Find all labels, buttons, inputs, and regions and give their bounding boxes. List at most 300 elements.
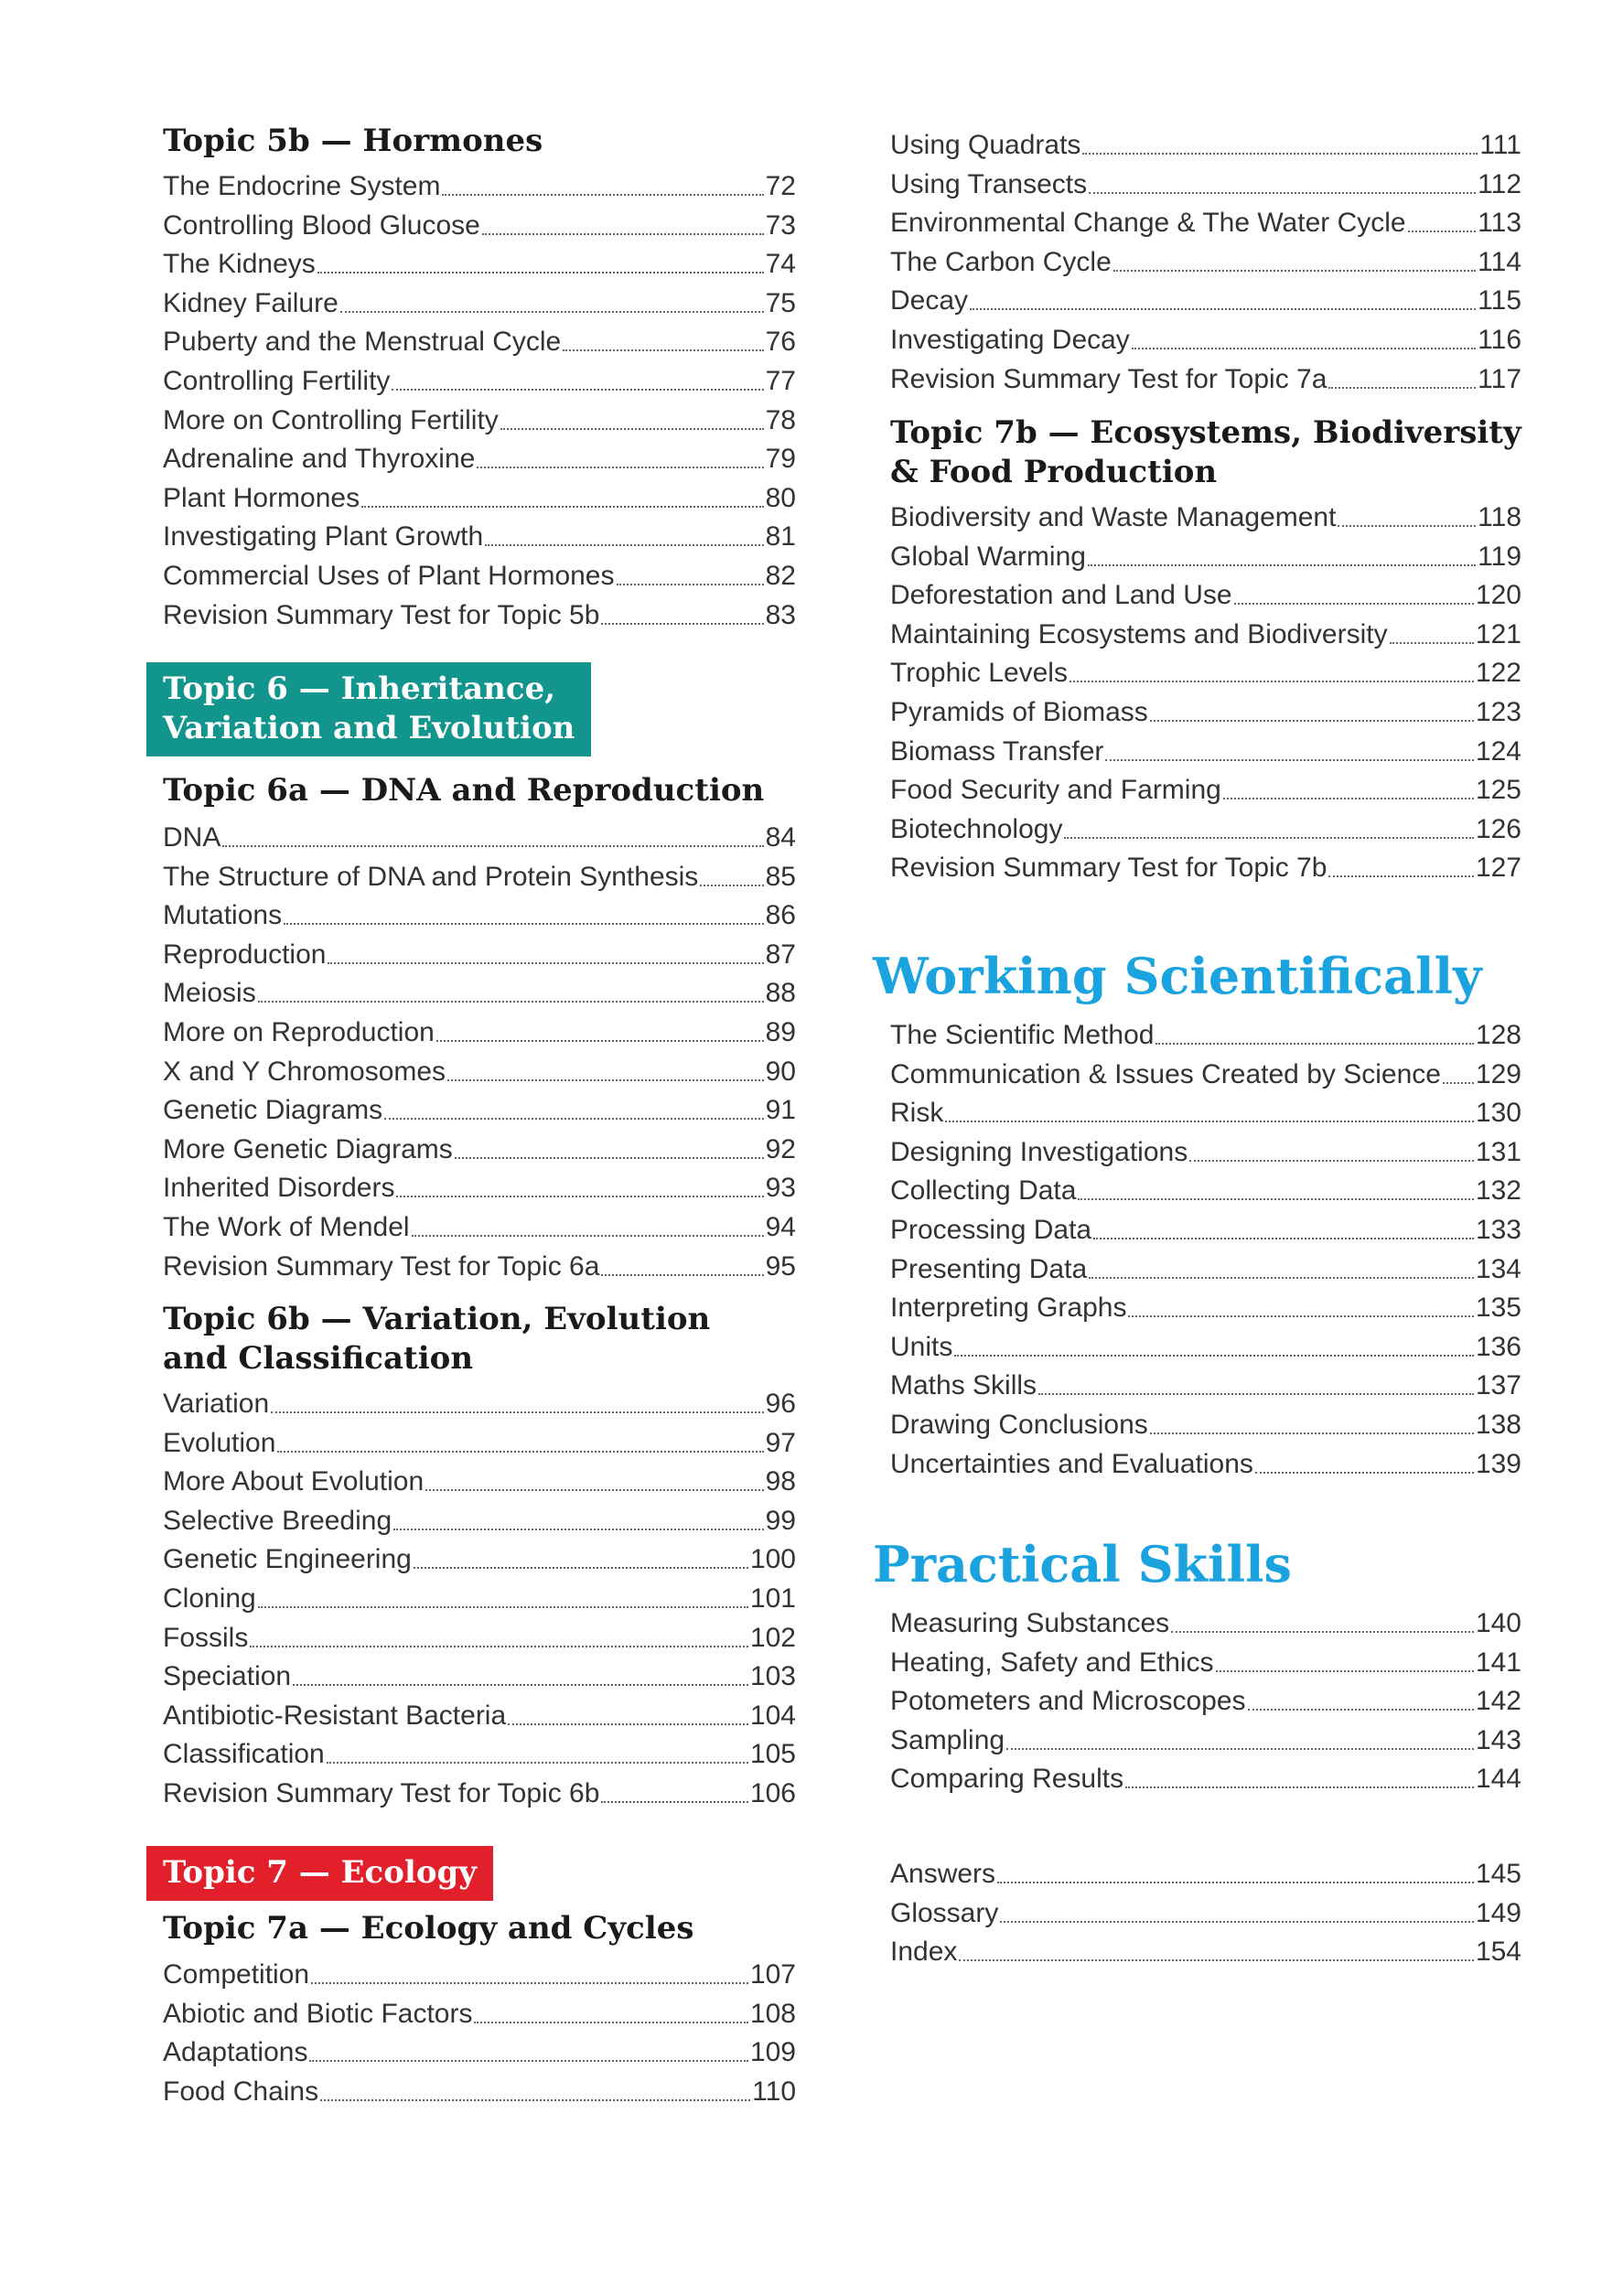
dot-leader (222, 845, 763, 847)
toc-entry-page-number: 149 (1475, 1897, 1521, 1928)
dot-leader (340, 311, 764, 313)
toc-entry-title: Comparing Results (890, 1764, 1124, 1795)
toc-entry-title: Environmental Change & The Water Cycle (890, 208, 1406, 239)
toc-entry-title: Commercial Uses of Plant Hormones (163, 561, 615, 591)
dot-leader (1113, 270, 1476, 272)
toc-entry-page-number: 108 (749, 1998, 796, 2029)
dot-leader (309, 2060, 747, 2062)
dot-leader (485, 544, 763, 546)
dot-leader (277, 1451, 763, 1453)
toc-entry-title: Evolution (163, 1427, 276, 1458)
toc-entry (890, 281, 1521, 320)
toc-entry-page-number: 106 (749, 1778, 796, 1808)
toc-entry-title: The Kidneys (163, 249, 316, 280)
toc-entry-page-number: 95 (765, 1250, 796, 1282)
toc-entry-page-number: 138 (1475, 1410, 1521, 1440)
toc-entry-title: Classification (163, 1739, 325, 1770)
toc-entry (163, 1994, 796, 2033)
toc-entry-title: Deforestation and Land Use (890, 580, 1232, 611)
working-scientifically-title: Working Scientifically (873, 947, 1482, 1005)
topic-6b-heading-line1: Topic 6b — Variation, Evolution (163, 1301, 711, 1337)
toc-entry-page-number: 97 (765, 1427, 796, 1458)
dot-leader (1234, 603, 1474, 605)
toc-entry (163, 322, 796, 361)
dot-leader (1248, 1709, 1474, 1711)
dot-leader (1255, 1472, 1474, 1474)
toc-entry-page-number: 119 (1478, 541, 1521, 572)
toc-entry (890, 575, 1521, 615)
dot-leader (414, 1567, 748, 1569)
toc-entry-title: Using Transects (890, 168, 1088, 199)
dot-leader (317, 272, 764, 274)
toc-entry-page-number: 105 (749, 1739, 796, 1770)
toc-entry-page-number: 89 (765, 1017, 796, 1047)
toc-entry-page-number: 78 (765, 404, 796, 435)
toc-entry-page-number: 126 (1475, 813, 1521, 844)
toc-entry-title: DNA (163, 822, 221, 853)
practical-skills-title: Practical Skills (873, 1535, 1292, 1593)
toc-entry-title: Adaptations (163, 2037, 308, 2068)
toc-entry (890, 1171, 1521, 1210)
toc-entry-page-number: 84 (765, 822, 796, 853)
toc-entry-page-number: 110 (752, 2076, 796, 2107)
dot-leader (1093, 1238, 1474, 1239)
toc-entry-page-number: 121 (1475, 618, 1521, 649)
dot-leader (320, 2099, 750, 2101)
toc-entry-page-number: 134 (1475, 1253, 1521, 1284)
toc-entry (890, 165, 1521, 204)
toc-entry (163, 1423, 796, 1463)
toc-entry (163, 439, 796, 478)
toc-entry-page-number: 85 (765, 861, 796, 892)
toc-entry-page-number: 80 (765, 482, 796, 513)
toc-entry-page-number: 92 (765, 1133, 796, 1164)
toc-entry-page-number: 93 (765, 1173, 796, 1204)
dot-leader (474, 2022, 747, 2023)
toc-entry-title: Maintaining Ecosystems and Biodiversity (890, 618, 1388, 649)
toc-entry (163, 1462, 796, 1501)
toc-entry-title: Decay (890, 285, 969, 317)
toc-entry (890, 1055, 1521, 1094)
dot-leader (601, 1274, 763, 1276)
toc-entry-page-number: 94 (765, 1212, 796, 1242)
topic-6b-heading-line2: and Classification (163, 1340, 474, 1377)
dot-leader (271, 1411, 763, 1413)
toc-entry-page-number: 115 (1478, 285, 1521, 317)
topic-7-banner-label: Topic 7 — Ecology (163, 1854, 478, 1891)
toc-entry-title: Investigating Decay (890, 325, 1130, 355)
dot-leader (1390, 642, 1474, 644)
toc-entry-title: Fossils (163, 1622, 249, 1653)
topic-7b-heading-line2: & Food Production (890, 454, 1218, 490)
toc-entry (163, 1579, 796, 1618)
dot-leader (384, 1118, 764, 1120)
dot-leader (328, 962, 763, 964)
toc-entry (163, 1207, 796, 1247)
toc-entry (163, 973, 796, 1013)
dot-leader (447, 1079, 764, 1081)
toc-entry-title: Designing Investigations (890, 1136, 1188, 1167)
toc-entry (163, 2072, 796, 2111)
toc-entry-page-number: 130 (1475, 1098, 1521, 1129)
toc-entry-title: More About Evolution (163, 1466, 425, 1497)
toc-entry-page-number: 107 (749, 1959, 796, 1990)
dot-leader (563, 349, 763, 351)
toc-entry (163, 556, 796, 595)
toc-entry-page-number: 90 (765, 1056, 796, 1087)
dot-leader (1408, 231, 1477, 232)
toc-entry-title: The Carbon Cycle (890, 246, 1112, 277)
dot-leader (1338, 525, 1476, 527)
dot-leader (1089, 1277, 1474, 1279)
toc-entry-page-number: 109 (749, 2037, 796, 2068)
dot-leader (482, 233, 764, 235)
toc-entry-page-number: 133 (1475, 1215, 1521, 1245)
dot-leader (945, 1121, 1474, 1122)
dot-leader (442, 194, 763, 196)
toc-entry-page-number: 99 (765, 1505, 796, 1536)
toc-entry-title: Antibiotic-Resistant Bacteria (163, 1700, 507, 1731)
toc-entry-page-number: 91 (765, 1095, 796, 1126)
toc-entry (890, 537, 1521, 576)
toc-entry-page-number: 73 (765, 209, 796, 241)
topic-7a-heading: Topic 7a — Ecology and Cycles (163, 1910, 694, 1947)
toc-entry-title: Cloning (163, 1583, 256, 1614)
toc-entry (890, 1759, 1521, 1798)
toc-entry-page-number: 75 (765, 287, 796, 318)
toc-entry (163, 401, 796, 440)
toc-entry-title: Abiotic and Biotic Factors (163, 1998, 473, 2029)
toc-entry (163, 935, 796, 974)
toc-entry-page-number: 96 (765, 1389, 796, 1419)
dot-leader (250, 1646, 748, 1647)
dot-leader (959, 1959, 1474, 1961)
toc-entry (890, 359, 1521, 399)
toc-entry-page-number: 145 (1475, 1859, 1521, 1889)
toc-entry-title: The Work of Mendel (163, 1212, 410, 1242)
dot-leader (1082, 153, 1478, 155)
toc-entry-page-number: 76 (765, 327, 796, 358)
dot-leader (412, 1235, 764, 1237)
toc-entry (890, 732, 1521, 771)
toc-entry (890, 770, 1521, 810)
toc-entry-page-number: 79 (765, 444, 796, 475)
toc-entry-page-number: 86 (765, 900, 796, 931)
toc-entry-page-number: 140 (1475, 1608, 1521, 1638)
toc-entry-page-number: 132 (1475, 1175, 1521, 1207)
toc-entry-page-number: 77 (765, 366, 796, 396)
toc-entry-title: Using Quadrats (890, 130, 1081, 160)
toc-entry-page-number: 137 (1475, 1370, 1521, 1401)
dot-leader (361, 506, 764, 508)
toc-entry (163, 361, 796, 401)
dot-leader (1000, 1921, 1474, 1923)
toc-entry-title: Selective Breeding (163, 1505, 392, 1536)
toc-entry (890, 692, 1521, 732)
toc-entry (890, 125, 1521, 165)
toc-entry-title: Kidney Failure (163, 287, 339, 318)
toc-entry-title: Puberty and the Menstrual Cycle (163, 327, 562, 358)
toc-entry-page-number: 154 (1475, 1937, 1521, 1968)
dot-leader (392, 389, 763, 391)
dot-leader (1150, 1432, 1474, 1434)
dot-leader (393, 1529, 763, 1530)
dot-leader (477, 467, 763, 468)
toc-entry-page-number: 102 (749, 1622, 796, 1653)
toc-entry-title: Food Chains (163, 2076, 319, 2107)
toc-entry (890, 1288, 1521, 1327)
toc-entry-title: Competition (163, 1959, 310, 1990)
toc-entry-title: Index (890, 1937, 958, 1968)
toc-entry (890, 1366, 1521, 1405)
dot-leader (1089, 192, 1476, 194)
toc-entry-title: Units (890, 1331, 953, 1362)
toc-entry (890, 1894, 1521, 1933)
toc-entry-title: Collecting Data (890, 1175, 1077, 1207)
toc-entry-title: Revision Summary Test for Topic 7a (890, 363, 1327, 394)
toc-entry-title: Heating, Safety and Ethics (890, 1647, 1214, 1678)
dot-leader (1105, 759, 1474, 761)
toc-entry (163, 896, 796, 935)
toc-entry-page-number: 81 (765, 521, 796, 553)
toc-entry (890, 1643, 1521, 1682)
topic-5b-heading: Topic 5b — Hormones (163, 123, 543, 159)
dot-leader (1328, 387, 1476, 389)
toc-entry-title: More on Reproduction (163, 1017, 435, 1047)
toc-entry-title: Food Security and Farming (890, 775, 1221, 806)
toc-entry-title: Biotechnology (890, 813, 1063, 844)
toc-entry-page-number: 116 (1478, 325, 1521, 355)
toc-entry-page-number: 122 (1475, 658, 1521, 689)
toc-entry-title: Answers (890, 1859, 996, 1889)
toc-entry-title: Variation (163, 1389, 270, 1419)
dot-leader (1069, 681, 1474, 682)
toc-entry-title: Reproduction (163, 939, 327, 970)
toc-entry-title: Mutations (163, 900, 283, 931)
toc-entry-page-number: 83 (765, 599, 796, 630)
dot-leader (1006, 1748, 1474, 1750)
toc-entry-page-number: 123 (1475, 697, 1521, 727)
toc-entry (890, 1854, 1521, 1894)
toc-entry-page-number: 143 (1475, 1724, 1521, 1755)
toc-entry-page-number: 104 (749, 1700, 796, 1731)
dot-leader (284, 923, 764, 925)
toc-entry-page-number: 113 (1478, 208, 1521, 239)
toc-entry-page-number: 142 (1475, 1686, 1521, 1717)
toc-entry-title: Genetic Engineering (163, 1544, 412, 1575)
dot-leader (425, 1489, 763, 1491)
toc-entry (163, 1618, 796, 1658)
toc-entry (890, 1932, 1521, 1971)
dot-leader (1078, 1198, 1474, 1200)
dot-leader (1064, 837, 1473, 839)
toc-entry-title: Revision Summary Test for Topic 6a (163, 1250, 600, 1282)
toc-entry (890, 498, 1521, 537)
toc-entry-page-number: 131 (1475, 1136, 1521, 1167)
toc-entry (890, 1210, 1521, 1250)
toc-entry-page-number: 141 (1475, 1647, 1521, 1678)
toc-entry-page-number: 88 (765, 978, 796, 1009)
dot-leader (436, 1040, 764, 1042)
toc-entry-title: Biomass Transfer (890, 735, 1104, 767)
toc-entry-title: Risk (890, 1098, 944, 1129)
toc-entry-page-number: 125 (1475, 775, 1521, 806)
dot-leader (954, 1355, 1474, 1357)
dot-leader (1171, 1631, 1474, 1633)
toc-entry-page-number: 87 (765, 939, 796, 970)
dot-leader (293, 1684, 748, 1686)
toc-entry-title: Inherited Disorders (163, 1173, 395, 1204)
toc-entry-page-number: 101 (749, 1583, 796, 1614)
toc-entry-page-number: 124 (1475, 735, 1521, 767)
dot-leader (396, 1196, 763, 1197)
dot-leader (1088, 564, 1476, 566)
toc-entry-page-number: 128 (1475, 1020, 1521, 1050)
toc-entry-page-number: 111 (1479, 130, 1521, 160)
dot-leader (258, 1001, 764, 1003)
toc-entry (890, 1721, 1521, 1760)
toc-entry-title: Plant Hormones (163, 482, 360, 513)
dot-leader (500, 428, 764, 430)
toc-entry-title: Trophic Levels (890, 658, 1068, 689)
toc-entry (163, 1013, 796, 1052)
toc-entry (163, 1501, 796, 1540)
toc-entry-title: Revision Summary Test for Topic 5b (163, 599, 600, 630)
toc-entry (163, 478, 796, 518)
toc-entry-page-number: 72 (765, 171, 796, 201)
toc-entry-title: Controlling Blood Glucose (163, 209, 480, 241)
dot-leader (1038, 1393, 1474, 1395)
toc-entry-title: Interpreting Graphs (890, 1293, 1127, 1324)
toc-entry (163, 1052, 796, 1091)
toc-entry (890, 810, 1521, 849)
toc-entry (163, 595, 796, 635)
dot-leader (700, 885, 763, 886)
toc-entry-title: More Genetic Diagrams (163, 1133, 453, 1164)
toc-entry (163, 1090, 796, 1130)
toc-entry-title: Biodiversity and Waste Management (890, 502, 1337, 532)
toc-entry-title: Pyramids of Biomass (890, 697, 1148, 727)
dot-leader (508, 1723, 748, 1725)
topic-7-banner (146, 1846, 493, 1901)
dot-leader (455, 1157, 764, 1159)
toc-entry (890, 848, 1521, 887)
toc-entry (163, 166, 796, 206)
toc-entry-title: Glossary (890, 1897, 999, 1928)
toc-entry-page-number: 103 (749, 1661, 796, 1692)
toc-entry-title: Measuring Substances (890, 1608, 1170, 1638)
toc-entry (163, 1384, 796, 1423)
toc-entry-page-number: 129 (1475, 1058, 1521, 1089)
toc-entry (163, 1540, 796, 1579)
toc-entry (163, 1657, 796, 1696)
toc-entry (890, 320, 1521, 359)
toc-entry (890, 1444, 1521, 1484)
toc-entry (163, 2033, 796, 2072)
toc-entry (890, 1405, 1521, 1444)
toc-entry (890, 1604, 1521, 1643)
toc-entry-page-number: 120 (1475, 580, 1521, 611)
toc-entry-title: The Structure of DNA and Protein Synthesis (163, 861, 699, 892)
toc-entry-title: Revision Summary Test for Topic 7b (890, 853, 1327, 884)
dot-leader (311, 1982, 748, 1984)
toc-entry-page-number: 144 (1475, 1764, 1521, 1795)
toc-entry-page-number: 114 (1478, 246, 1521, 277)
toc-entry (163, 244, 796, 284)
toc-entry-title: Meiosis (163, 978, 256, 1009)
dot-leader (327, 1762, 748, 1764)
toc-entry-page-number: 127 (1475, 853, 1521, 884)
toc-entry (890, 203, 1521, 242)
topic-6a-heading: Topic 6a — DNA and Reproduction (163, 772, 765, 809)
toc-entry-title: X and Y Chromosomes (163, 1056, 446, 1087)
toc-entry (163, 517, 796, 556)
toc-entry-page-number: 117 (1478, 363, 1521, 394)
toc-entry-title: Controlling Fertility (163, 366, 391, 396)
dot-leader (1132, 348, 1476, 349)
toc-entry-title: The Endocrine System (163, 171, 441, 201)
toc-entry-page-number: 98 (765, 1466, 796, 1497)
dot-leader (970, 308, 1476, 310)
toc-entry (163, 1774, 796, 1813)
toc-entry-title: Adrenaline and Thyroxine (163, 444, 476, 475)
toc-entry (163, 1168, 796, 1207)
toc-entry (890, 1132, 1521, 1172)
toc-entry (163, 1130, 796, 1169)
dot-leader (617, 584, 764, 585)
toc-entry (163, 857, 796, 896)
toc-entry-page-number: 74 (765, 249, 796, 280)
toc-entry-title: Processing Data (890, 1215, 1092, 1245)
dot-leader (1150, 720, 1474, 722)
toc-entry-title: Investigating Plant Growth (163, 521, 484, 553)
toc-entry (163, 1734, 796, 1774)
dot-leader (601, 1801, 748, 1803)
toc-entry (890, 1093, 1521, 1132)
toc-entry (890, 653, 1521, 692)
toc-entry-title: Drawing Conclusions (890, 1410, 1148, 1440)
topic-6-banner-line1: Topic 6 — Inheritance, (163, 671, 556, 707)
toc-entry-title: Presenting Data (890, 1253, 1088, 1284)
toc-entry-title: Maths Skills (890, 1370, 1037, 1401)
dot-leader (1328, 875, 1474, 877)
dot-leader (997, 1882, 1474, 1883)
toc-entry-page-number: 136 (1475, 1331, 1521, 1362)
toc-entry (163, 284, 796, 323)
toc-entry-page-number: 139 (1475, 1448, 1521, 1479)
toc-entry (890, 615, 1521, 654)
dot-leader (1125, 1786, 1474, 1788)
toc-entry-page-number: 118 (1478, 502, 1521, 532)
dot-leader (1216, 1670, 1474, 1672)
toc-entry-page-number: 100 (749, 1544, 796, 1575)
dot-leader (601, 623, 763, 625)
toc-entry-title: Sampling (890, 1724, 1005, 1755)
dot-leader (258, 1606, 748, 1608)
toc-entry-title: Speciation (163, 1661, 292, 1692)
toc-entry-title: The Scientific Method (890, 1020, 1155, 1050)
toc-entry (890, 1250, 1521, 1289)
toc-entry (163, 1696, 796, 1735)
toc-entry-title: More on Controlling Fertility (163, 404, 499, 435)
toc-entry (890, 242, 1521, 282)
dot-leader (1223, 798, 1474, 799)
dot-leader (1443, 1082, 1474, 1084)
toc-entry-title: Genetic Diagrams (163, 1095, 383, 1126)
topic-7b-heading-line1: Topic 7b — Ecosystems, Biodiversity (890, 414, 1521, 451)
toc-entry (163, 1955, 796, 1994)
toc-entry-page-number: 112 (1478, 168, 1521, 199)
